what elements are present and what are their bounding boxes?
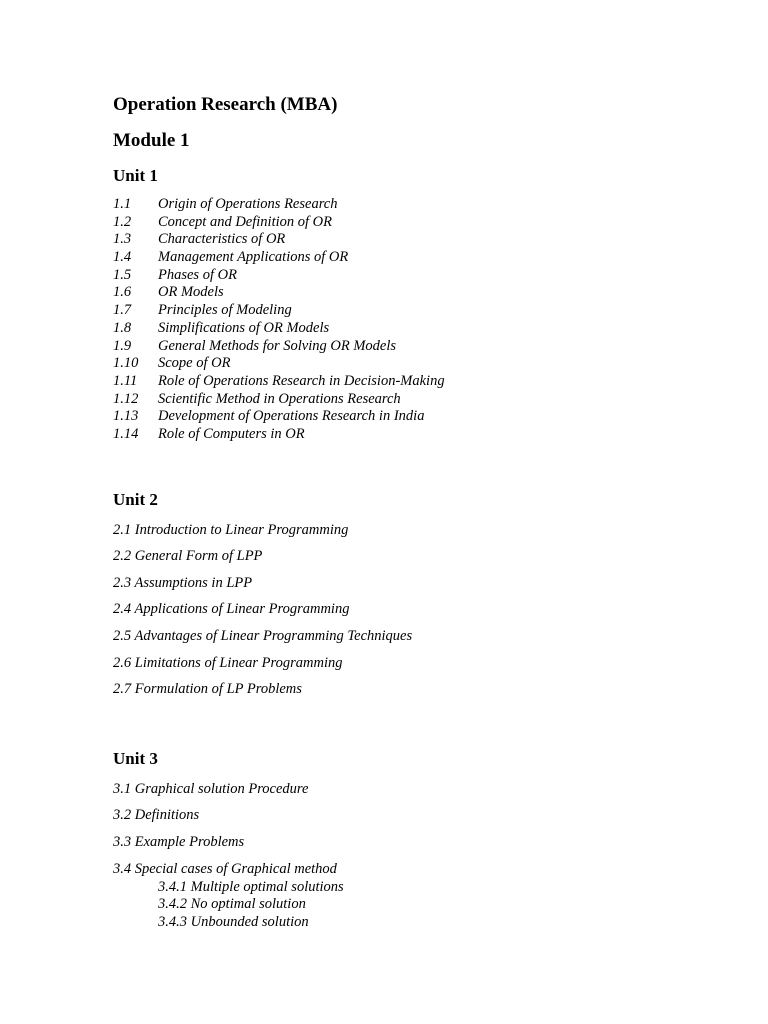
item-text: Scientific Method in Operations Research bbox=[158, 390, 401, 407]
list-item bbox=[113, 373, 733, 391]
unit-1-list bbox=[113, 196, 733, 444]
list-item bbox=[113, 408, 733, 426]
item-text: Characteristics of OR bbox=[158, 231, 286, 248]
document-title: Operation Research (MBA) bbox=[113, 94, 338, 115]
list-item: 2.5 Advantages of Linear Programming Techniques bbox=[113, 628, 413, 644]
item-number: 1.13 bbox=[113, 408, 139, 425]
item-text: Role of Computers in OR bbox=[158, 425, 305, 442]
item-number: 1.9 bbox=[113, 337, 132, 354]
item-text: Management Applications of OR bbox=[158, 249, 349, 266]
list-item bbox=[113, 249, 733, 267]
item-number: 1.3 bbox=[113, 231, 132, 248]
unit-1-heading: Unit 1 bbox=[113, 166, 158, 185]
item-text: Development of Operations Research in India bbox=[158, 408, 425, 425]
list-item: 2.2 General Form of LPP bbox=[113, 548, 263, 565]
item-text: Role of Operations Research in Decision-Making bbox=[158, 372, 445, 389]
list-item: 2.3 Assumptions in LPP bbox=[113, 574, 253, 591]
item-number: 1.11 bbox=[113, 372, 138, 389]
list-item bbox=[113, 214, 733, 232]
item-number: 1.10 bbox=[113, 355, 139, 372]
list-item: 2.1 Introduction to Linear Programming bbox=[113, 521, 349, 538]
sub-list-item: 3.4.3 Unbounded solution bbox=[158, 914, 309, 931]
module-heading: Module 1 bbox=[113, 130, 190, 151]
unit-3-list bbox=[113, 776, 733, 932]
list-item bbox=[113, 338, 733, 356]
item-number: 1.4 bbox=[113, 249, 132, 266]
list-item: 3.4 Special cases of Graphical method bbox=[113, 860, 337, 877]
item-text: OR Models bbox=[158, 284, 224, 301]
item-text: Concept and Definition of OR bbox=[158, 213, 332, 230]
document-page bbox=[113, 92, 733, 932]
list-item bbox=[113, 355, 733, 373]
list-item bbox=[113, 284, 733, 302]
list-item bbox=[113, 426, 733, 444]
item-text: Phases of OR bbox=[158, 266, 237, 283]
list-item: 3.1 Graphical solution Procedure bbox=[113, 780, 309, 797]
list-item bbox=[113, 391, 733, 409]
item-number: 1.8 bbox=[113, 319, 132, 336]
list-item: 3.2 Definitions bbox=[113, 807, 200, 824]
sub-list-item: 3.4.2 No optimal solution bbox=[158, 896, 306, 913]
item-text: Scope of OR bbox=[158, 355, 231, 372]
item-number: 1.5 bbox=[113, 266, 132, 283]
list-item bbox=[113, 267, 733, 285]
item-number: 1.1 bbox=[113, 196, 132, 212]
unit-2-heading: Unit 2 bbox=[113, 489, 158, 509]
list-item: 2.4 Applications of Linear Programming bbox=[113, 601, 350, 618]
list-item bbox=[113, 302, 733, 320]
list-item: 3.3 Example Problems bbox=[113, 833, 245, 850]
item-text: Simplifications of OR Models bbox=[158, 319, 330, 336]
item-text: Principles of Modeling bbox=[158, 302, 292, 319]
item-number: 1.7 bbox=[113, 302, 132, 319]
list-item bbox=[113, 196, 733, 214]
item-text: Origin of Operations Research bbox=[158, 196, 338, 212]
list-item: 2.7 Formulation of LP Problems bbox=[113, 681, 302, 698]
unit-3-heading: Unit 3 bbox=[113, 748, 158, 768]
item-number: 1.12 bbox=[113, 390, 139, 407]
sub-list-item: 3.4.1 Multiple optimal solutions bbox=[158, 878, 344, 895]
unit-2-list bbox=[113, 517, 733, 703]
item-number: 1.14 bbox=[113, 425, 139, 442]
list-item bbox=[113, 320, 733, 338]
list-item bbox=[113, 231, 733, 249]
item-number: 1.2 bbox=[113, 213, 132, 230]
list-item: 2.6 Limitations of Linear Programming bbox=[113, 654, 343, 671]
item-text: General Methods for Solving OR Models bbox=[158, 337, 397, 354]
item-number: 1.6 bbox=[113, 284, 132, 301]
